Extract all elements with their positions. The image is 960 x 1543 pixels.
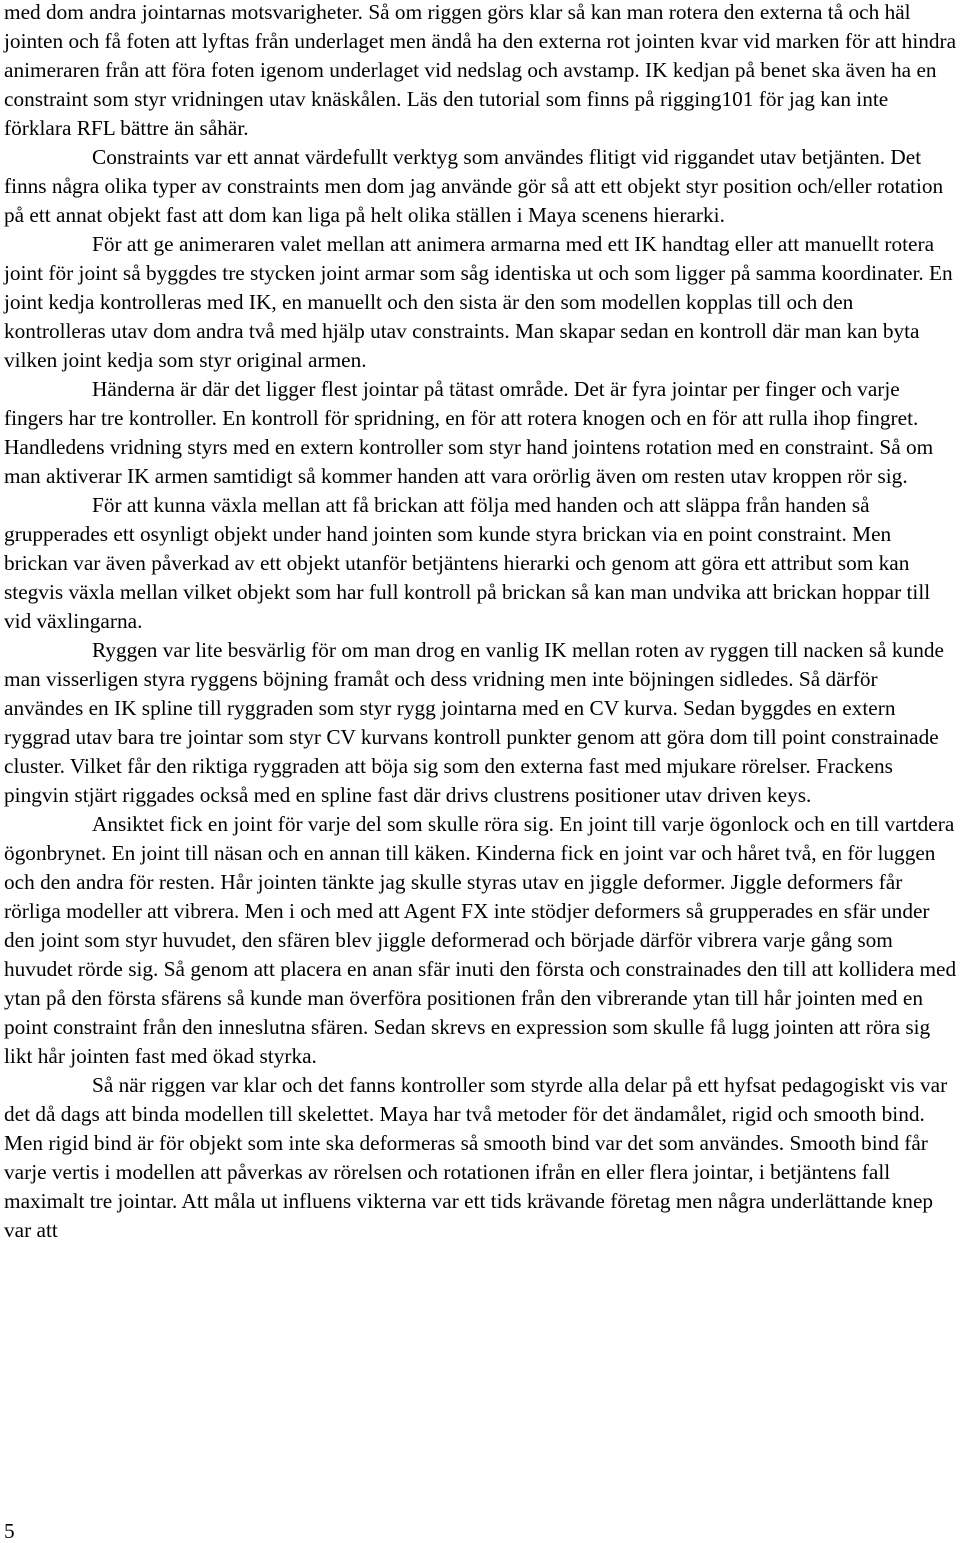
paragraph-constraints: Constraints var ett annat värdefullt verktyg som användes flitigt vid riggandet utav betjänten. Det finns några olika typer av constraints men dom jag använde gör så att ett objekt styr position och/eller rotation på ett annat objekt fast att dom kan liga på helt olika ställen i Maya scenens hierarki. <box>4 145 944 227</box>
paragraph-binding: Så när riggen var klar och det fanns kontroller som styrde alla delar på ett hyfsat pedagogiskt vis var det då dags att binda modellen till skelettet. Maya har två metoder för det ändamålet, rigid och smooth bind. Men rigid bind är för objekt som inte ska deformeras så smooth bind var det som användes. Smooth bind får varje vertis i modellen att påverkas av rörelsen och rotationen ifrån en eller flera jointar, i betjäntens fall maximalt tre jointar. Att måla ut influens vikterna var ett tids krävande företag men några underlättande knep var att <box>4 1073 948 1242</box>
paragraph-face: Ansiktet fick en joint för varje del som skulle röra sig. En joint till varje ögonlock och en till vartdera ögonbrynet. En joint till näsan och en annan till käken. Kinderna fick en joint var och håret två, en för luggen och den andra för resten. Hår jointen tänkte jag skulle styras utav en jiggle deformer. Jiggle deformers får rörliga modeller att vibrera. Men i och med att Agent FX inte stödjer deformers så grupperades en sfär under den joint som styr huvudet, den sfären blev jiggle deformerad och började därför vibrera varje gång som huvudet rörde sig. Så genom att placera en anan sfär inuti den första och constrainades den till att kollidera med ytan på den första sfärens så kunde man överföra positionen från den vibrerande ytan till hår jointen med en point constraint från den inneslutna sfären. Sedan skrevs en expression som skulle få lugg jointen att röra sig likt hår jointen fast med ökad styrka. <box>4 812 957 1068</box>
paragraph-continuation: med dom andra jointarnas motsvarigheter. Så om riggen görs klar så kan man rotera den externa tå och häl jointen och få foten att lyftas från underlaget men ändå ha den externa rot jointen kvar vid marken för att hindra animeraren från att föra foten igenom underlaget vid nedslag och avstamp. IK kedjan på benet ska även ha en constraint som styr vridningen utav knäskålen. Läs den tutorial som finns på rigging101 för jag kan inte förklara RFL bättre än såhär. <box>4 0 957 140</box>
paragraph-tray: För att kunna växla mellan att få brickan att följa med handen och att släppa från handen så grupperades ett osynligt objekt under hand jointen som kunde styra brickan via en point constraint. Men brickan var även påverkad av ett objekt utanför betjäntens hierarki och genom att göra ett attribut som kan stegvis växla mellan vilket objekt som har full kontroll på brickan så kan man undvika att brickan hoppar till vid växlingarna. <box>4 493 931 633</box>
document-body <box>4 0 958 1245</box>
page-number: 5 <box>4 1519 15 1543</box>
paragraph-arms: För att ge animeraren valet mellan att animera armarna med ett IK handtag eller att manuellt rotera joint för joint så byggdes tre stycken joint armar som såg identiska ut och som ligger på samma koordinater. En joint kedja kontrolleras med IK, en manuellt och den sista är den som modellen kopplas till och den kontrolleras utav dom andra två med hjälp utav constraints. Man skapar sedan en kontroll där man kan byta vilken joint kedja som styr original armen. <box>4 232 953 372</box>
paragraph-spine: Ryggen var lite besvärlig för om man drog en vanlig IK mellan roten av ryggen till nacken så kunde man visserligen styra ryggens böjning framåt och dess vridning men inte böjningen sidledes. Så därför användes en IK spline till ryggraden som styr rygg jointarna med en CV kurva. Sedan byggdes en extern ryggrad utav bara tre jointar som styr CV kurvans kontroll punkter genom att göra dom till point constrainade cluster. Vilket får den riktiga ryggraden att böja sig som den externa fast med mjukare rörelser. Frackens pingvin stjärt riggades också med en spline fast där drivs clustrens positioner utav driven keys. <box>4 638 944 807</box>
paragraph-hands: Händerna är där det ligger flest jointar på tätast område. Det är fyra jointar per finger och varje fingers har tre kontroller. En kontroll för spridning, en för att rotera knogen och en för att rulla ihop fingret. Handledens vridning styrs med en extern kontroller som styr hand jointens rotation med en constraint. Så om man aktiverar IK armen samtidigt så kommer handen att vara orörlig även om resten utav kroppen rör sig. <box>4 377 934 488</box>
